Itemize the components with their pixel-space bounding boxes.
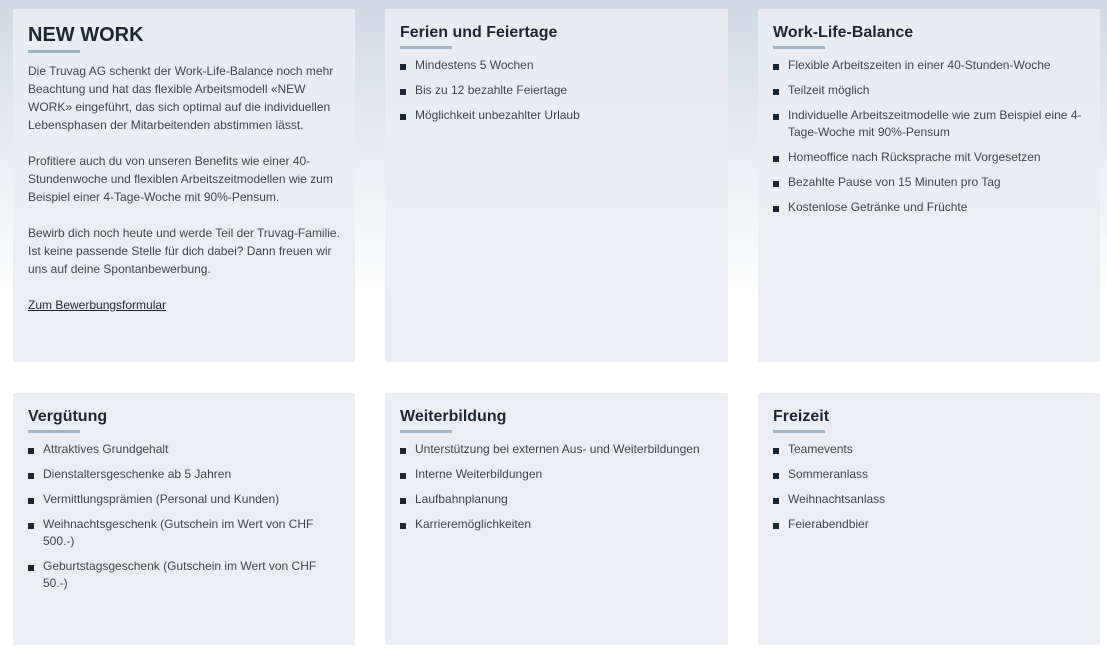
list-item: Unterstützung bei externen Aus- und Weiterbildungen: [400, 441, 713, 458]
card-freizeit: [758, 393, 1100, 645]
list-item: Teilzeit möglich: [773, 82, 1085, 99]
card-title: Work-Life-Balance: [773, 24, 914, 41]
title-underline: [28, 430, 80, 433]
card-new-work: [13, 9, 355, 362]
list-item: Möglichkeit unbezahlter Urlaub: [400, 107, 713, 124]
card-title: NEW WORK: [28, 24, 144, 46]
title-underline: [773, 46, 825, 49]
list-item: Attraktives Grundgehalt: [28, 441, 340, 458]
card-verguetung: [13, 393, 355, 645]
list-item: Bezahlte Pause von 15 Minuten pro Tag: [773, 174, 1085, 191]
card-work-life-balance: [758, 9, 1100, 362]
list-item: Karrieremöglichkeiten: [400, 516, 713, 533]
title-underline: [773, 430, 825, 433]
list-item: Vermittlungsprämien (Personal und Kunden): [28, 491, 340, 508]
list-item: Sommeranlass: [773, 466, 1085, 483]
list-item: Feierabendbier: [773, 516, 1085, 533]
title-underline: [400, 46, 452, 49]
apply-paragraph: Bewirb dich noch heute und werde Teil der Truvag-Familie. Ist keine passende Stelle für dich dabei? Dann freuen wir uns auf deine Spontanbewerbung.: [28, 226, 340, 276]
application-form-link[interactable]: Zum Bewerbungsformular: [28, 298, 167, 312]
list-item: Flexible Arbeitszeiten in einer 40-Stunden-Woche: [773, 57, 1085, 74]
card-title: Freizeit: [773, 408, 830, 425]
list-item: Interne Weiterbildungen: [400, 466, 713, 483]
card-title: Ferien und Feiertage: [400, 24, 558, 41]
benefit-list: [773, 441, 1085, 533]
list-item: Homeoffice nach Rücksprache mit Vorgesetzen: [773, 149, 1085, 166]
benefit-list: [773, 57, 1085, 216]
list-item: Kostenlose Getränke und Früchte: [773, 199, 1085, 216]
list-item: Teamevents: [773, 441, 1085, 458]
list-item: Bis zu 12 bezahlte Feiertage: [400, 82, 713, 99]
list-item: Laufbahnplanung: [400, 491, 713, 508]
list-item: Individuelle Arbeitszeitmodelle wie zum Beispiel eine 4-Tage-Woche mit 90%-Pensum: [773, 107, 1085, 141]
benefit-list: [400, 57, 713, 124]
intro-paragraph: Die Truvag AG schenkt der Work-Life-Balance noch mehr Beachtung und hat das flexible Arbeitsmodell «NEW WORK» eingeführt, das sich optimal auf die individuellen Lebensphasen der Mitarbeitenden abstimmen lässt.: [28, 64, 334, 132]
benefit-list: [400, 441, 713, 533]
list-item: Geburtstagsgeschenk (Gutschein im Wert von CHF 50.-): [28, 558, 340, 592]
list-item: Weihnachtsgeschenk (Gutschein im Wert von CHF 500.-): [28, 516, 340, 550]
card-title: Weiterbildung: [400, 408, 507, 425]
title-underline: [28, 50, 80, 53]
card-weiterbildung: [385, 393, 728, 645]
list-item: Mindestens 5 Wochen: [400, 57, 713, 74]
card-ferien-feiertage: [385, 9, 728, 362]
benefits-paragraph: Profitiere auch du von unseren Benefits wie einer 40-Stundenwoche und flexiblen Arbeitszeitmodellen wie zum Beispiel einer 4-Tage-Woche mit 90%-Pensum.: [28, 154, 333, 204]
list-item: Weihnachtsanlass: [773, 491, 1085, 508]
title-underline: [400, 430, 452, 433]
list-item: Dienstaltersgeschenke ab 5 Jahren: [28, 466, 340, 483]
benefit-list: [28, 441, 340, 592]
card-title: Vergütung: [28, 408, 108, 425]
